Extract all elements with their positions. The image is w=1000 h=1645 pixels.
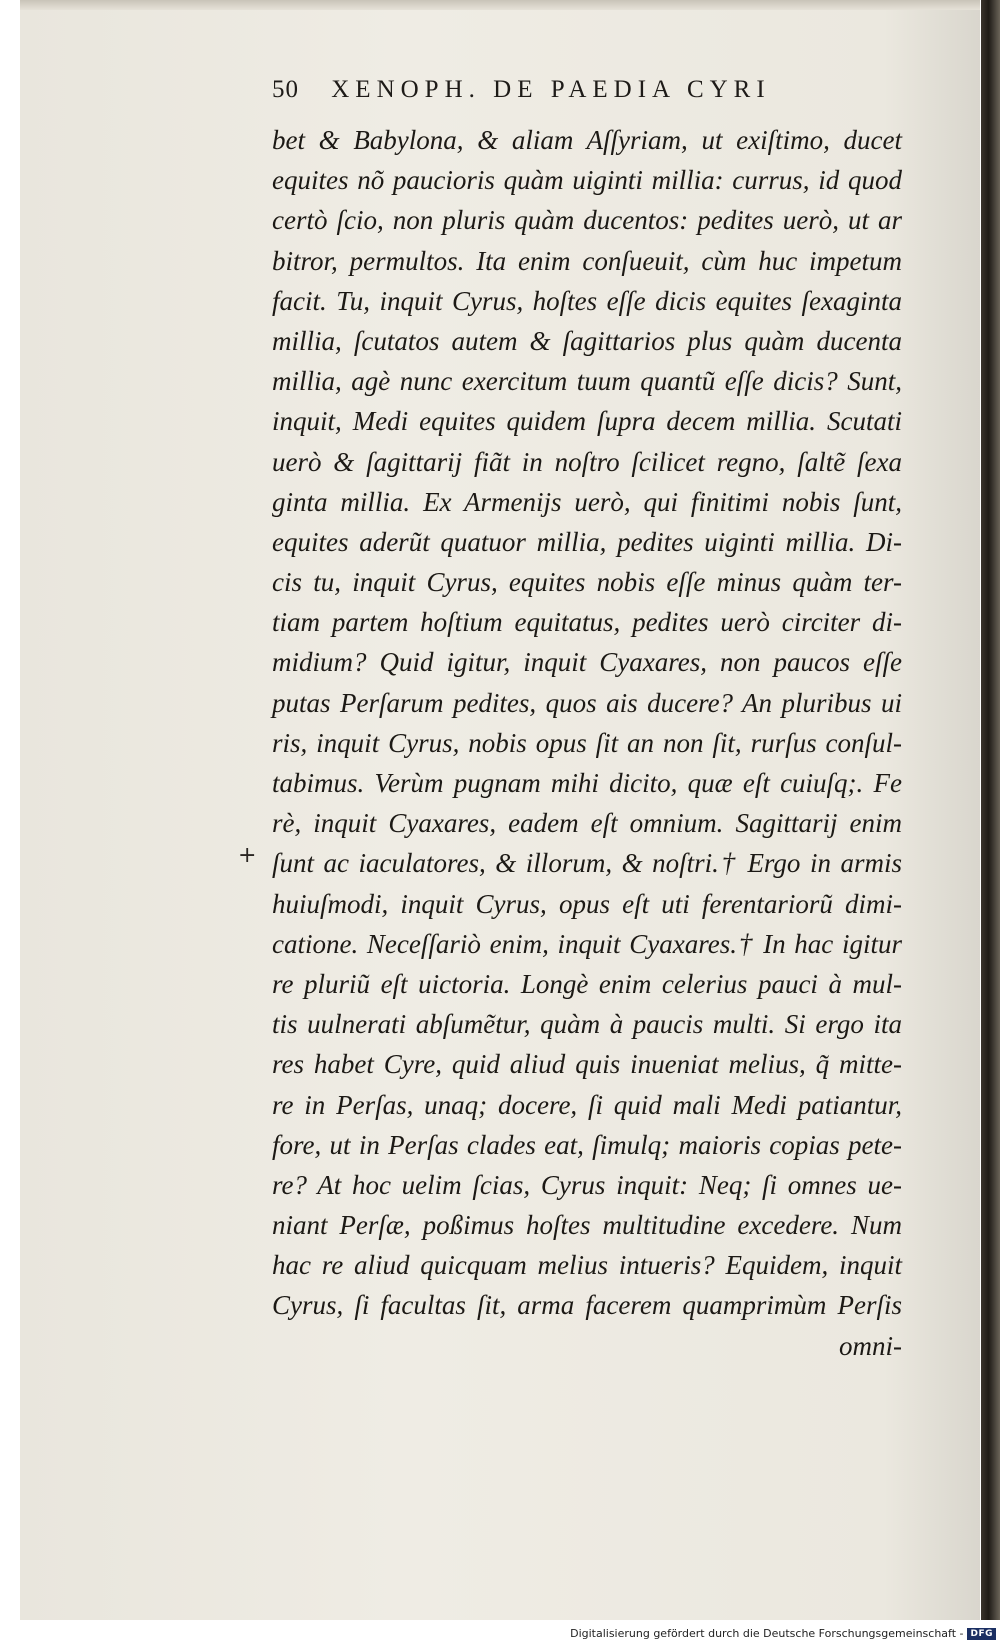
text-line: tabimus. Verùm pugnam mihi dicito, quæ eſt cuiuſq;. Fe bbox=[272, 768, 902, 798]
text-line: ſunt ac iaculatores, & illorum, & noſtri.† Ergo in armis bbox=[272, 848, 902, 879]
page-top-edge bbox=[20, 0, 980, 10]
page-number: 50 bbox=[272, 76, 299, 103]
running-header bbox=[272, 76, 872, 112]
text-line: rè, inquit Cyaxares, eadem eſt omnium. Sagittarij enim bbox=[272, 808, 902, 839]
text-line: hac re aliud quicquam melius intueris? Equidem, inquit bbox=[272, 1250, 902, 1281]
text-line: niant Perſæ, poßimus hoſtes multitudine excedere. Num bbox=[272, 1210, 902, 1241]
running-title: XENOPH. DE PAEDIA CYRI bbox=[331, 76, 771, 103]
text-line: cis tu, inquit Cyrus, equites nobis eſſe minus quàm ter- bbox=[272, 567, 902, 598]
text-line: re? At hoc uelim ſcias, Cyrus inquit: Neq; ſi omnes ue- bbox=[272, 1169, 902, 1200]
text-line: re in Perſas, unaq; docere, ſi quid mali Medi patiantur, bbox=[272, 1089, 902, 1120]
text-line: ginta millia. Ex Armenijs uerò, qui finitimi nobis ſunt, bbox=[272, 486, 902, 517]
text-line: ris, inquit Cyrus, nobis opus ſit an non ſit, rurſus conſul- bbox=[272, 727, 902, 758]
book-spine-edge bbox=[981, 0, 1000, 1620]
text-line: catione. Neceſſariò enim, inquit Cyaxares.† In hac igitur bbox=[272, 928, 902, 959]
text-line: certò ſcio, non pluris quàm ducentos: pedites uerò, ut ar bbox=[272, 205, 902, 236]
text-line: equites nõ paucioris quàm uiginti millia: currus, id quod bbox=[272, 165, 902, 196]
marginal-mark: + bbox=[238, 843, 257, 868]
text-line: millia, ſcutatos autem & ſagittarios plus quàm ducenta bbox=[272, 325, 902, 356]
catchword: omni- bbox=[839, 1330, 902, 1361]
text-line: res habet Cyre, quid aliud quis inueniat melius, q̃ mitte- bbox=[272, 1049, 902, 1080]
text-line: bitror, permultos. Ita enim conſueuit, cùm huc impetum bbox=[272, 245, 902, 276]
text-line: tiam partem hoſtium equitatus, pedites uerò circiter di- bbox=[272, 607, 902, 638]
text-line: putas Perſarum pedites, quos ais ducere? An pluribus ui bbox=[272, 687, 902, 718]
text-line: uerò & ſagittarij fiãt in noſtro ſcilicet regno, ſaltẽ ſexa bbox=[272, 446, 902, 477]
text-line: re pluriũ eſt uictoria. Longè enim celerius pauci à mul- bbox=[272, 968, 902, 999]
text-line: equites aderũt quatuor millia, pedites uiginti millia. Di- bbox=[272, 526, 902, 557]
dfg-logo-icon: DFG bbox=[967, 1628, 996, 1640]
text-line: bet & Babylona, & aliam Aſſyriam, ut exiſtimo, ducet bbox=[272, 125, 902, 155]
text-line: inquit, Medi equites quidem ſupra decem millia. Scutati bbox=[272, 406, 902, 437]
body-text bbox=[272, 120, 902, 1366]
text-line: millia, agè nunc exercitum tuum quantũ eſſe dicis? Sunt, bbox=[272, 366, 902, 397]
text-line: midium? Quid igitur, inquit Cyaxares, non paucos eſſe bbox=[272, 647, 902, 678]
digitization-footer bbox=[570, 1627, 996, 1640]
text-line: tis uulnerati abſumẽtur, quàm à paucis multi. Si ergo ita bbox=[272, 1009, 902, 1040]
text-line: fore, ut in Perſas clades eat, ſimulq; maioris copias pete- bbox=[272, 1129, 902, 1160]
text-line: huiuſmodi, inquit Cyrus, opus eſt uti ferentariorũ dimi- bbox=[272, 888, 902, 919]
footer-text: Digitalisierung gefördert durch die Deutsche Forschungsgemeinschaft - bbox=[570, 1627, 964, 1640]
text-line: Cyrus, ſi facultas ſit, arma facerem quamprimùm Perſis bbox=[272, 1290, 902, 1321]
text-line: facit. Tu, inquit Cyrus, hoſtes eſſe dicis equites ſexaginta bbox=[272, 285, 902, 316]
